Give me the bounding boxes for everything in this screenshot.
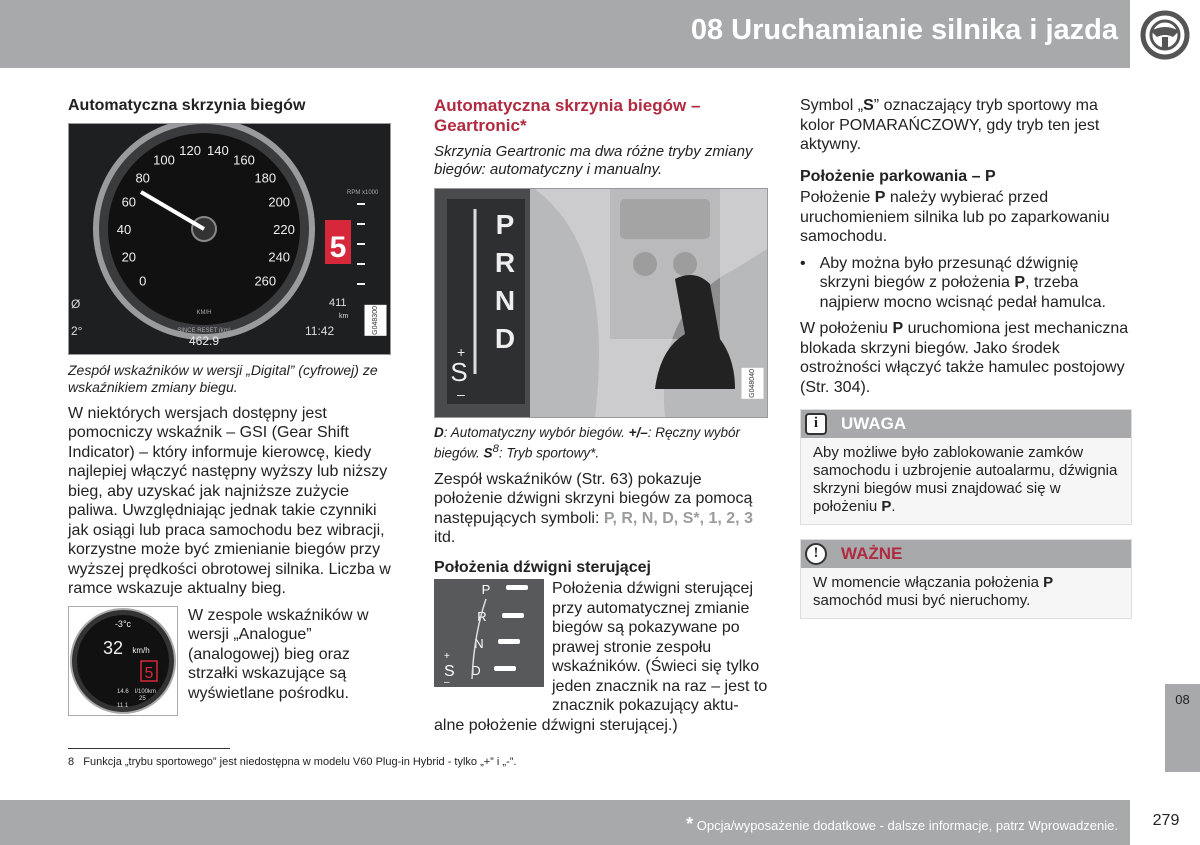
speed-tick-label: 120 bbox=[179, 142, 201, 158]
fuel-symbol: Ø bbox=[71, 296, 81, 311]
sport-mode-paragraph bbox=[800, 96, 1132, 155]
gear-letter: D bbox=[494, 323, 516, 354]
symbols-paragraph bbox=[434, 470, 768, 548]
note-text-b: . bbox=[891, 498, 896, 515]
analog-cluster-image bbox=[69, 607, 177, 715]
analog-cluster-figure bbox=[68, 606, 178, 716]
svg-text:–: – bbox=[457, 386, 465, 402]
geartronic-heading: Automatyczna skrzynia biegów – Geartronic* bbox=[434, 96, 701, 135]
svg-text:N: N bbox=[474, 636, 484, 651]
important-body bbox=[801, 568, 1131, 618]
bullet-item bbox=[800, 254, 1132, 313]
digital-cluster-image bbox=[69, 124, 390, 354]
park-p: P bbox=[874, 189, 886, 206]
digital-cluster-figure bbox=[68, 123, 391, 355]
lock-text-b: uruchomiona jest mechaniczna blokada skrzyni biegów. Jako środek ostrożności włączyć także hamulec postojowy (Str. 304). bbox=[800, 320, 1129, 396]
analog-speed-unit: km/h bbox=[132, 645, 150, 655]
figure-caption: Zespół wskaźników w wersji „Digital” (cyfrowej) ze wskaźnikiem zmiany biegu. bbox=[68, 361, 378, 395]
bullet-dot: • bbox=[800, 254, 806, 272]
figure-code: G048040 bbox=[742, 368, 764, 399]
speed-tick-label: 100 bbox=[153, 152, 175, 168]
gear-letter: N bbox=[494, 285, 516, 316]
speed-unit: KM/H bbox=[196, 309, 212, 316]
gear-selector-caption bbox=[434, 425, 768, 462]
lock-p: P bbox=[892, 320, 904, 337]
gear-symbols: P, R, N, D, S*, 1, 2, 3 bbox=[603, 509, 753, 527]
footer-text: Opcja/wyposażenie dodatkowe - dalsze informacje, patrz Wprowadzenie. bbox=[693, 818, 1118, 833]
park-paragraph bbox=[800, 188, 1132, 247]
svg-text:S: S bbox=[444, 663, 455, 680]
chapter-title: 08 Uruchamianie silnika i jazda bbox=[690, 14, 1118, 46]
lever-paragraph: Położenia dźwigni sterującej przy automatycznej zmianie biegów są pokazywane po prawej stronie zespołu wskaźników. (Świeci się tylko jeden znacznik na raz – jest to znacznik pokazujący aktu- bbox=[552, 580, 768, 714]
caption-text-c: : Tryb sportowy*. bbox=[498, 445, 600, 461]
analog-number: 25 bbox=[139, 695, 146, 702]
note-text-a: Aby możliwe było zablokowanie zamków samochodu i uzbrojenie autoalarmu, dźwignia skrzyni biegów musi znajdować się w położeniu bbox=[813, 444, 1118, 515]
analog-speed: 32 bbox=[102, 637, 124, 658]
bullet-text-a: Aby można było przesunąć dźwignię skrzyni biegów z położenia bbox=[819, 254, 1079, 291]
caption-text-b: : Ręczny wybór biegów. bbox=[434, 425, 741, 461]
section-heading: Automatyczna skrzynia biegów bbox=[68, 97, 306, 114]
svg-text:P: P bbox=[481, 582, 491, 597]
analog-section bbox=[68, 606, 398, 716]
analog-consumption-unit: l/100km bbox=[135, 688, 157, 695]
header-icon-box bbox=[1132, 0, 1200, 68]
rpm-label: RPM x1000 bbox=[347, 189, 379, 196]
important-header bbox=[801, 540, 1131, 568]
footnote bbox=[68, 756, 516, 768]
svg-text:–: – bbox=[444, 677, 450, 687]
speed-tick-label: 160 bbox=[233, 152, 255, 168]
gear-selector-image bbox=[435, 189, 767, 417]
bullet-text-b: , trzeba najpierw mocno wcisnąć pedał hamulca. bbox=[819, 274, 1106, 311]
lever-positions-figure bbox=[434, 579, 544, 687]
park-text-a: Położenie bbox=[800, 189, 875, 206]
column-1 bbox=[68, 96, 398, 716]
footnote-rule bbox=[68, 748, 230, 749]
note-p: P bbox=[881, 498, 892, 515]
fuel-range-unit: km bbox=[339, 312, 349, 320]
speed-tick-label: 220 bbox=[273, 221, 295, 237]
footer-band bbox=[0, 800, 1130, 845]
clock: 11:42 bbox=[305, 323, 335, 338]
caption-s: S bbox=[483, 445, 493, 461]
svg-text:S: S bbox=[450, 357, 468, 387]
footer-note bbox=[686, 814, 1118, 835]
speed-tick-label: 140 bbox=[207, 142, 229, 158]
lock-paragraph bbox=[800, 319, 1132, 397]
caption-footnote-ref: 8 bbox=[492, 443, 499, 455]
gsi-paragraph: W niektórych wersjach dostępny jest pomocniczy wskaźnik – GSI (Gear Shift Indicator) – który informuje kierowcę, kiedy najlepiej włączyć następny wyższy lub niższy bieg, aby uzyskać jak najniższe zużycie paliwa. Uwzględniając jednak takie czynniki jak osiągi lub praca samochodu bez wibracji, korzystne może być zmienianie biegów przy wyższej prędkości obrotowej silnika. Liczba w ramce wskazuje aktualny bieg. bbox=[68, 404, 391, 597]
note-title: UWAGA bbox=[841, 414, 907, 434]
note-header bbox=[801, 410, 1131, 438]
column-3 bbox=[800, 96, 1132, 619]
page-number: 279 bbox=[1152, 812, 1180, 829]
chapter-tab: 08 bbox=[1165, 684, 1200, 772]
footnote-number: 8 bbox=[68, 756, 75, 768]
fuel-range: 411 bbox=[329, 296, 347, 309]
caption-d: D bbox=[434, 425, 444, 440]
gear-letter: P bbox=[495, 209, 515, 240]
speed-tick-label: 40 bbox=[116, 221, 132, 237]
bullet-p: P bbox=[1014, 274, 1026, 291]
trip-value: 462.9 bbox=[188, 333, 220, 348]
speed-tick-label: 0 bbox=[139, 272, 147, 288]
speed-tick-label: 180 bbox=[254, 170, 277, 186]
speed-tick-label: 60 bbox=[121, 194, 137, 210]
lock-text-a: W położeniu bbox=[800, 320, 893, 337]
note-body bbox=[801, 438, 1131, 524]
lever-section bbox=[434, 579, 768, 716]
speed-tick-label: 200 bbox=[268, 194, 291, 210]
analog-gear: 5 bbox=[144, 664, 154, 682]
speed-tick-label: 260 bbox=[254, 272, 277, 288]
warning-icon: ! bbox=[805, 543, 827, 565]
speed-tick-label: 20 bbox=[121, 248, 137, 264]
caption-text-a: : Automatyczny wybór biegów. bbox=[443, 425, 629, 440]
svg-text:D: D bbox=[471, 663, 481, 678]
important-text-a: W momencie włączania położenia bbox=[813, 574, 1044, 591]
park-text-b: należy wybierać przed uruchomieniem silnika lub po zaparkowaniu samochodu. bbox=[800, 189, 1110, 245]
speed-tick-label: 80 bbox=[135, 170, 150, 186]
note-box bbox=[800, 409, 1132, 525]
lever-paragraph-end: alne położenie dźwigni sterującej.) bbox=[434, 716, 678, 734]
park-heading: Położenie parkowania – P bbox=[800, 167, 996, 185]
gear-indicator: 5 bbox=[329, 230, 347, 264]
lever-positions-image bbox=[434, 579, 544, 687]
bullet-text bbox=[820, 254, 1132, 313]
lever-heading: Położenia dźwigni sterującej bbox=[434, 558, 651, 576]
sport-text-a: Symbol „ bbox=[800, 97, 864, 114]
caption-plus-minus: +/– bbox=[628, 425, 648, 440]
analog-paragraph: W zespole wskaźników w wersji „Analogue” (analogowej) bieg oraz strzałki wskazujące są wyświetlane pośrodku. bbox=[188, 606, 369, 702]
steering-wheel-icon bbox=[1139, 9, 1191, 61]
important-text-b: samochód musi być nieruchomy. bbox=[813, 592, 1031, 609]
sport-s: S bbox=[863, 97, 874, 114]
analog-odometer: 11.1 bbox=[117, 702, 129, 709]
trip-label: SINCE RESET (km) bbox=[177, 327, 231, 334]
important-title: WAŻNE bbox=[841, 544, 903, 564]
gear-letter: R bbox=[494, 247, 516, 278]
column-2 bbox=[434, 96, 768, 742]
symbols-text-a: Zespół wskaźników (Str. 63) pokazuje położenie dźwigni skrzyni biegów za pomocą następujących symboli: bbox=[434, 470, 753, 527]
svg-text:+: + bbox=[457, 344, 466, 360]
footnote-text: Funkcja „trybu sportowego” jest niedostępna w modelu V60 Plug-in Hybrid - tylko „+” i „-”. bbox=[83, 756, 517, 768]
gear-selector-figure bbox=[434, 188, 768, 418]
temperature-readout: 2° bbox=[71, 323, 83, 338]
footer-star: * bbox=[686, 814, 694, 834]
svg-text:R: R bbox=[477, 609, 487, 624]
analog-temp: -3°c bbox=[114, 618, 132, 629]
analog-consumption: 14.6 bbox=[117, 688, 129, 695]
svg-text:+: + bbox=[444, 651, 450, 662]
header-band bbox=[0, 0, 1130, 68]
important-box bbox=[800, 539, 1132, 619]
info-icon: i bbox=[805, 413, 827, 435]
symbols-text-b: itd. bbox=[434, 529, 456, 546]
sport-text-b: ” oznaczający tryb sportowy ma kolor POMARAŃCZOWY, gdy tryb ten jest aktywny. bbox=[800, 97, 1100, 153]
important-p: P bbox=[1043, 574, 1054, 591]
speed-tick-label: 240 bbox=[268, 248, 291, 264]
figure-code: G048300 bbox=[365, 305, 387, 336]
geartronic-intro: Skrzynia Geartronic ma dwa różne tryby zmiany biegów: automatyczny i manualny. bbox=[434, 143, 753, 178]
